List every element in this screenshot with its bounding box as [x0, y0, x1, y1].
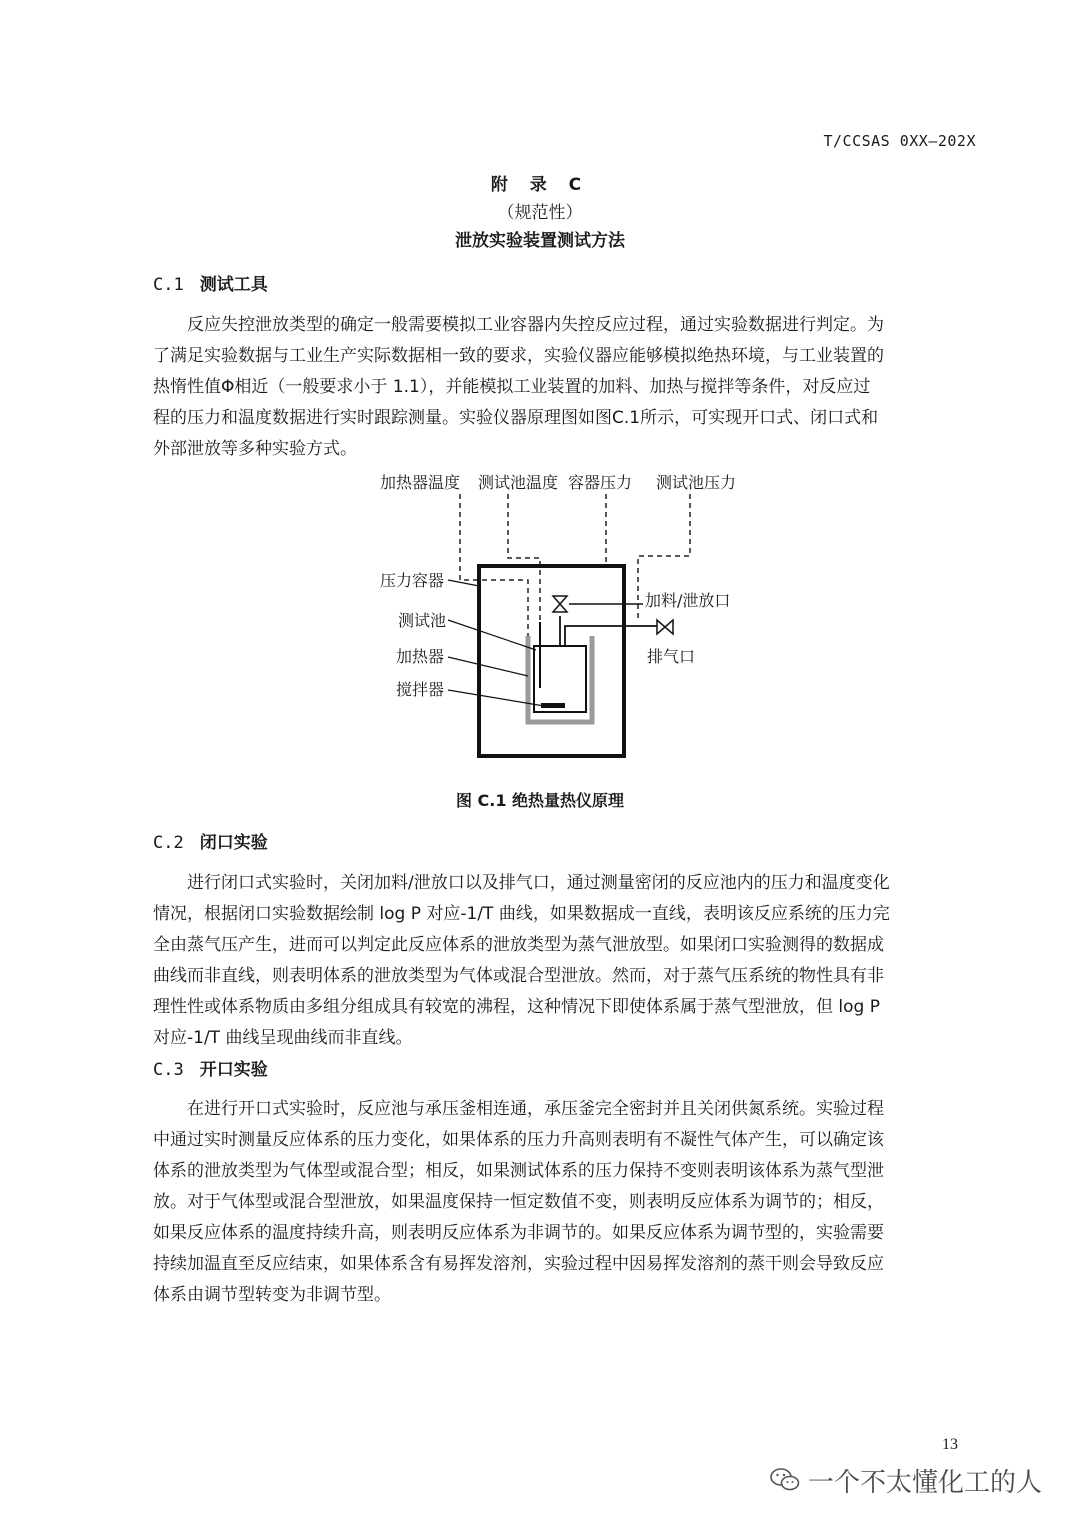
text-line: 反应失控泄放类型的确定一般需要模拟工业容器内失控反应过程，通过实验数据进行判定。为 — [187, 315, 884, 335]
heater-temp-line — [460, 494, 528, 654]
figure-c1-diagram — [360, 462, 760, 772]
section-number: C.3 — [153, 1060, 184, 1080]
text-line: 中通过实时测量反应体系的压力变化，如果体系的压力升高则表明有不凝性气体产生，可以确定该 — [153, 1130, 884, 1150]
paragraph-c3 — [153, 1094, 977, 1311]
watermark-text: 一个不太懂化工的人 — [808, 1467, 1043, 1498]
text-line: 程的压力和温度数据进行实时跟踪测量。实验仪器原理图如图C.1所示，可实现开口式、闭口式和 — [153, 408, 879, 428]
text-line: 进行闭口式实验时，关闭加料/泄放口以及排气口，通过测量密闭的反应池内的压力和温度变化 — [187, 873, 890, 893]
text-line: 持续加温直至反应结束，如果体系含有易挥发溶剂，实验过程中因易挥发溶剂的蒸干则会导致反应 — [153, 1254, 884, 1274]
fill-valve — [553, 596, 567, 612]
label-cell-temp: 测试池温度 — [478, 473, 559, 492]
label-heater-temp: 加热器温度 — [380, 473, 461, 492]
section-title: 开口实验 — [199, 1060, 268, 1080]
text-line: 体系的泄放类型为气体型或混合型；相反，如果测试体系的压力保持不变则表明该体系为蒸气型泄 — [153, 1161, 884, 1181]
section-number: C.2 — [153, 833, 184, 853]
document-code: T/CCSAS 0XX—202X — [823, 132, 976, 150]
text-line: 放。对于气体型或混合型泄放，如果温度保持一恒定数值不变，则表明反应体系为调节的；相反， — [153, 1192, 884, 1212]
section-heading-c2 — [153, 828, 268, 853]
page-number: 13 — [942, 1436, 958, 1453]
text-line: 情况，根据闭口实验数据绘制 log P 对应-1/T 曲线，如果数据成一直线，表明该反应系统的压力完 — [153, 904, 890, 924]
text-line: 了满足实验数据与工业生产实际数据相一致的要求，实验仪器应能够模拟绝热环境，与工业装置的 — [153, 346, 884, 366]
appendix-name: 泄放实验装置测试方法 — [455, 231, 625, 251]
label-test-cell: 测试池 — [398, 611, 447, 630]
section-number: C.1 — [153, 275, 184, 295]
calorimeter-diagram — [360, 462, 760, 772]
exhaust-valve — [657, 620, 673, 634]
text-line: 理性性或体系物质由多组分组成具有较宽的沸程，这种情况下即使体系属于蒸气型泄放，但 log P — [153, 997, 880, 1017]
stirrer-bar — [541, 703, 565, 708]
text-line: 曲线而非直线，则表明体系的泄放类型为气体或混合型泄放。然而，对于蒸气压系统的物性具有非 — [153, 966, 884, 986]
label-stirrer: 搅拌器 — [396, 680, 445, 699]
label-heater: 加热器 — [396, 647, 445, 666]
text-line: 体系由调节型转变为非调节型。 — [153, 1285, 391, 1305]
signal-lines — [460, 494, 690, 654]
text-line: 如果反应体系的温度持续升高，则表明反应体系为非调节的。如果反应体系为调节型的，实验需要 — [153, 1223, 884, 1243]
paragraph-c1 — [153, 310, 977, 465]
section-heading-c3 — [153, 1055, 268, 1080]
wechat-icon — [770, 1467, 800, 1493]
appendix-type: （规范性） — [497, 203, 583, 223]
text-line: 在进行开口式实验时，反应池与承压釜相连通，承压釜完全密封并且关闭供氮系统。实验过程 — [187, 1099, 884, 1119]
text-line: 对应-1/T 曲线呈现曲线而非直线。 — [153, 1028, 413, 1048]
label-exhaust-port: 排气口 — [647, 647, 696, 666]
appendix-title: 附 录 C — [490, 175, 590, 195]
text-line: 外部泄放等多种实验方式。 — [153, 439, 357, 459]
text-line: 热惰性值Φ相近（一般要求小于 1.1），并能模拟工业装置的加料、加热与搅拌等条件，对反应过 — [153, 377, 871, 397]
paragraph-c2 — [153, 868, 977, 1054]
exhaust-pipe — [565, 626, 657, 646]
watermark — [770, 1463, 1042, 1497]
label-vessel-pressure: 容器压力 — [568, 473, 633, 492]
label-pressure-vessel: 压力容器 — [380, 571, 445, 590]
section-heading-c1 — [153, 270, 268, 295]
label-cell-pressure: 测试池压力 — [656, 473, 737, 492]
test-cell — [534, 646, 586, 712]
section-title: 闭口实验 — [199, 833, 268, 853]
label-fill-vent-port: 加料/泄放口 — [645, 591, 731, 610]
section-title: 测试工具 — [199, 275, 268, 295]
text-line: 全由蒸气压产生，进而可以判定此反应体系的泄放类型为蒸气泄放型。如果闭口实验测得的数据成 — [153, 935, 884, 955]
figure-caption: 图 C.1 绝热量热仪原理 — [455, 791, 625, 810]
cell-temp-line — [508, 494, 540, 622]
